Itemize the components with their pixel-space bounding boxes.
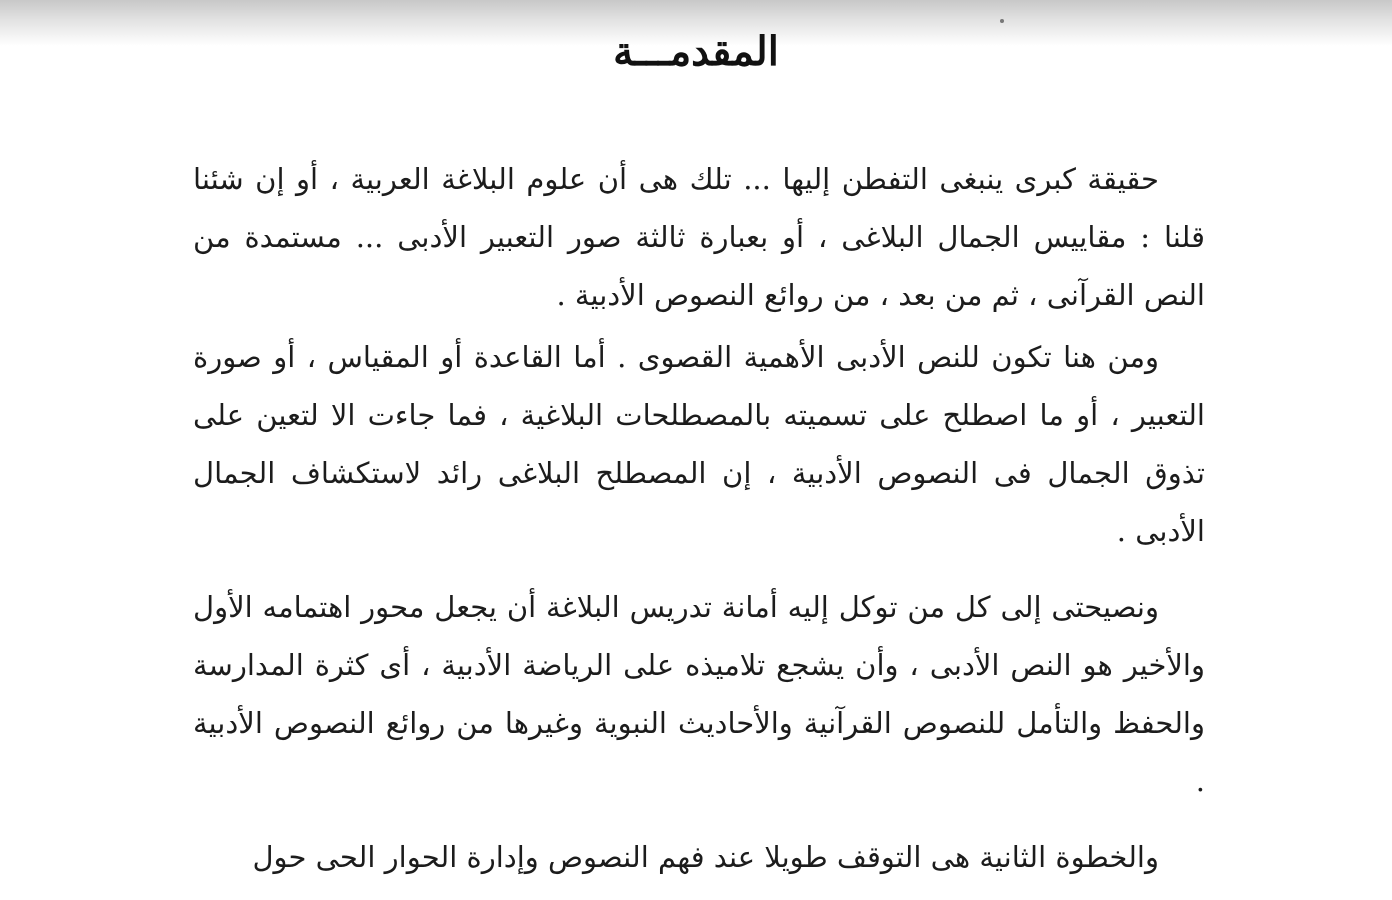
paragraph-3: ونصيحتى إلى كل من توكل إليه أمانة تدريس البلاغة أن يجعل محور اهتمامه الأول والأخير هو النص الأدبى ، وأن يشجع تلاميذه على الرياضة الأدبية ، أى كثرة المدارسة والحفظ والتأمل للنصوص القرآنية والأحاديث النبوية وغيرها من روائع النصوص الأدبية . [193,590,1205,798]
paragraph-4: والخطوة الثانية هى التوقف طويلا عند فهم النصوص وإدارة الحوار الحى حول [252,840,1159,874]
body-text [193,150,1205,886]
paragraph-1: حقيقة كبرى ينبغى التفطن إليها ... تلك هى أن علوم البلاغة العربية ، أو إن شئنا قلنا : مقاييس الجمال البلاغى ، أو بعبارة ثالثة صور التعبير الأدبى ... مستمدة من النص القرآنى ، ثم من بعد ، من روائع النصوص الأدبية . [193,162,1205,312]
paragraph-2: ومن هنا تكون للنص الأدبى الأهمية القصوى . أما القاعدة أو المقياس ، أو صورة التعبير ، أو ما اصطلح على تسميته بالمصطلحات البلاغية ، فما جاءت الا لتعين على تذوق الجمال فى النصوص الأدبية ، إن المصطلح البلاغى رائد لاستكشاف الجمال الأدبى . [193,340,1205,548]
scan-speck [1000,19,1004,23]
page-title: المقدمـــة [613,28,779,75]
